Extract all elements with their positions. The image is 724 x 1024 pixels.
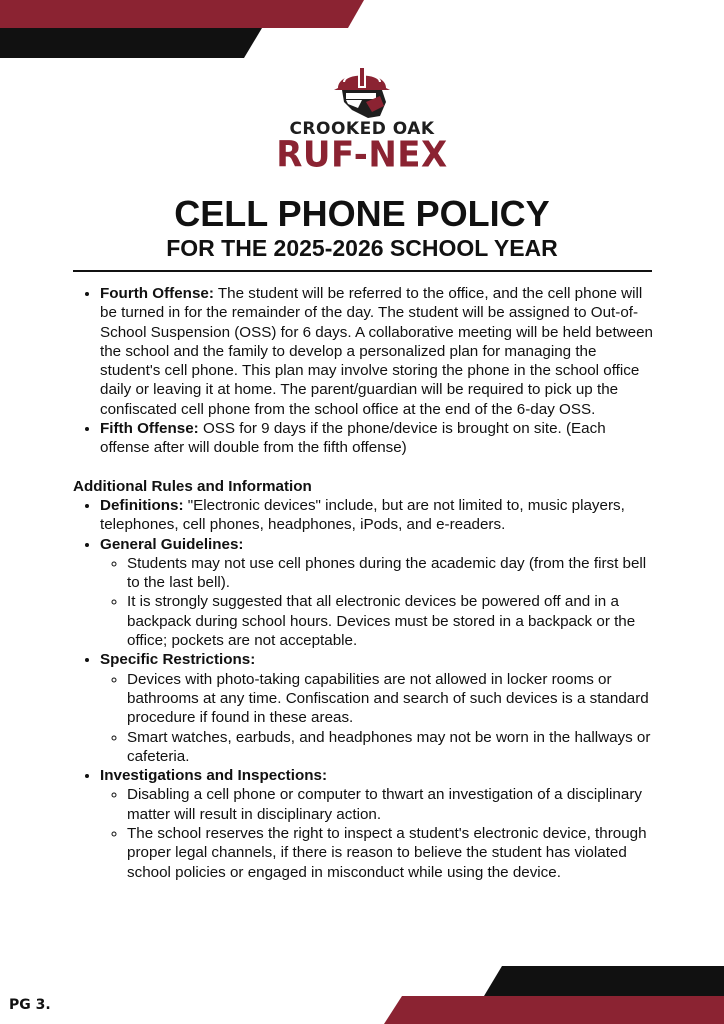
list-item-specific-restrictions (100, 650, 653, 766)
offense-label: Fourth Offense: (100, 285, 214, 302)
sub-list-item: ◦ Disabling a cell phone or computer to thwart an investigation of a disciplinary matter will result in disciplinary action. (127, 785, 653, 824)
title-divider (73, 270, 652, 272)
sub-list (100, 670, 653, 766)
sub-list (100, 554, 653, 650)
rules-list (73, 496, 653, 882)
school-name: CROOKED OAK (289, 119, 435, 139)
rule-label: Definitions: (100, 496, 184, 514)
sub-list-item: ◦ It is strongly suggested that all electronic devices be powered off and in a backpack during school hours. Devices must be stored in a backpack or the office; pockets are not acceptable. (127, 592, 653, 650)
sub-list-item: ◦ Devices with photo-taking capabilities are not allowed in locker rooms or bathrooms at any time. Confiscation and search of such devices is a standard procedure if found in these areas. (127, 670, 653, 728)
offense-label: Fifth Offense: (100, 420, 199, 438)
list-item-general-guidelines (100, 535, 653, 651)
page-subtitle: FOR THE 2025-2026 SCHOOL YEAR (166, 235, 558, 261)
rule-text: "Electronic devices" include, but are not limited to, music players, telephones, cell phones, headphones, iPods, and e-readers. (100, 496, 625, 534)
list-item-definitions (100, 496, 653, 535)
school-logo (0, 62, 724, 176)
mascot-helmet-icon (332, 62, 392, 118)
section-heading: Additional Rules and Information (73, 477, 312, 495)
rule-label: Specific Restrictions: (100, 651, 256, 669)
sub-list-item: ◦ Students may not use cell phones during the academic day (from the first bell to the last bell). (127, 554, 653, 593)
offense-text: OSS for 9 days if the phone/device is brought on site. (Each offense after will double from the fifth offense) (100, 420, 606, 457)
list-item-fifth-offense (100, 419, 653, 458)
policy-content (73, 284, 653, 882)
sub-list-item: ◦ The school reserves the right to inspect a student's electronic device, through proper legal channels, if there is reason to believe the student has violated school policies or engaged in misconduct while using the device. (127, 824, 653, 882)
sub-list-item: ◦ Smart watches, earbuds, and headphones may not be worn in the hallways or cafeteria. (127, 728, 653, 767)
mascot-name: RUF-NEX (276, 134, 448, 176)
sub-list (100, 785, 653, 881)
list-item-fourth-offense (100, 284, 653, 419)
rule-label: Investigations and Inspections: (100, 767, 328, 785)
bottom-right-decorative-bands (380, 964, 724, 1024)
offense-list (73, 284, 653, 458)
page-number: PG 3. (9, 997, 51, 1013)
offense-text: The student will be referred to the office, and the cell phone will be turned in for the remainder of the day. The student will be assigned to Out-of-School Suspension (OSS) for 6 days. A collaborative meeting will be held between the school and the family to develop a personalized plan for managing the student's cell phone. This plan may involve storing the phone in the school office daily or leaving it at home. The parent/guardian will be required to pick up the confiscated cell phone from the school office at the end of the 6-day OSS. (100, 285, 653, 418)
top-left-decorative-bands (0, 0, 380, 60)
page-title: CELL PHONE POLICY (174, 193, 550, 234)
list-item-investigations (100, 766, 653, 882)
rule-label: General Guidelines: (100, 535, 244, 553)
